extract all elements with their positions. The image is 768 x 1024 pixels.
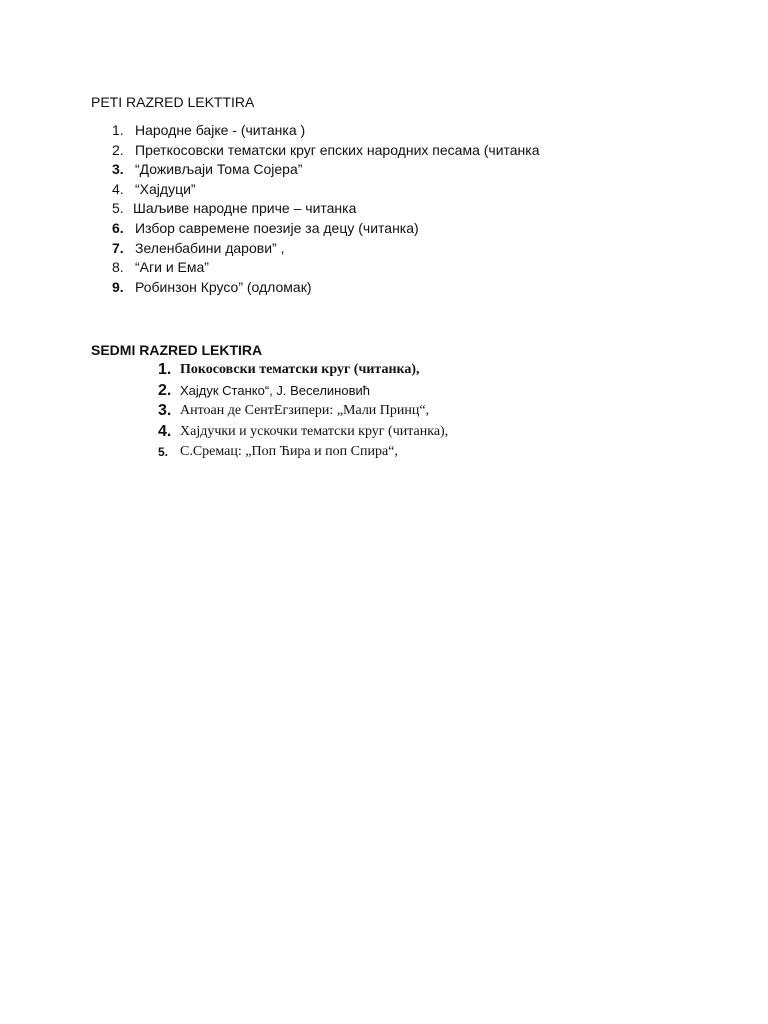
list-item-number: 3. <box>158 402 172 419</box>
list-item-number: 2. <box>158 381 172 399</box>
list-item-text: Зеленбабини дарови” , <box>135 239 285 256</box>
list-item-text: “Аги и Ема” <box>135 259 209 276</box>
list-item-number: 4. <box>112 180 124 197</box>
list-item-number: 2. <box>112 141 124 158</box>
list-item-number: 5. <box>158 445 169 459</box>
list-item-number: 6. <box>112 219 124 236</box>
list-item-text: Избор савремене поезије за децу (читанка) <box>135 219 419 236</box>
list-item-number: 5. <box>112 200 124 217</box>
list-item-text: Шаљиве народне приче – читанка <box>133 200 357 217</box>
list-item-number: 1. <box>158 361 172 378</box>
section-title-peti-razred: PETI RAZRED LEKTTIRA <box>91 94 255 110</box>
list-item-text: “Хајдуци” <box>135 180 196 197</box>
list-item-number: 3. <box>112 161 124 178</box>
list-item-text: Робинзон Крусо” (одломак) <box>135 278 312 295</box>
list-item-text: Покосовски тематски круг (читанка), <box>180 362 420 377</box>
list-item-text: Хајдук Станко“, Ј. Веселиновић <box>180 382 370 398</box>
list-item-number: 8. <box>112 259 124 276</box>
list-item-text: С.Сремац: „Поп Ћира и поп Спира“, <box>180 444 398 459</box>
list-item-number: 7. <box>112 239 124 256</box>
list-item-number: 4. <box>158 422 172 440</box>
list-item-text: Хајдучки и ускочки тематски круг (читанка), <box>180 423 449 439</box>
list-item-number: 1. <box>112 122 124 138</box>
list-item-text: “Доживљаји Тома Сојера” <box>135 161 303 178</box>
list-item-text: Народне бајке - (читанка ) <box>135 122 306 138</box>
section-title-sedmi-razred: SEDMI RAZRED LEKTIRA <box>91 342 263 358</box>
list-item-number: 9. <box>112 278 124 295</box>
list-item-text: Преткосовски тематски круг епских народних песама (читанка <box>135 141 540 158</box>
list-item-text: Антоан де СентЕгзипери: „Мали Принц“, <box>180 403 430 418</box>
